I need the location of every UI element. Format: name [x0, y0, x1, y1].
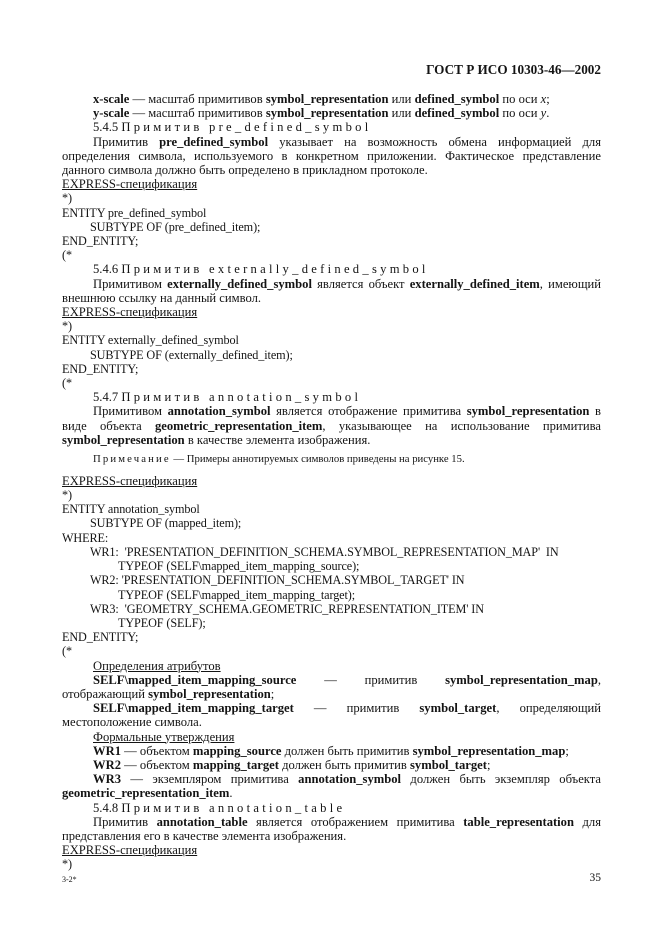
text-run: symbol_representation_map	[412, 743, 566, 758]
express-spec-label	[62, 305, 601, 319]
express-spec-text: EXPRESS-спецификация	[62, 473, 198, 488]
paragraph	[62, 135, 601, 178]
section-number: 5.4.6	[93, 262, 122, 277]
text-run: WR1	[93, 743, 121, 758]
express-spec-text: EXPRESS-спецификация	[62, 305, 198, 320]
note-label: Примечание	[93, 453, 171, 466]
text-run: y	[540, 106, 547, 121]
document-body	[62, 92, 601, 872]
text-run: — объектом	[121, 757, 193, 772]
text-run: symbol_representation	[148, 686, 271, 701]
express-spec-label	[62, 474, 601, 488]
text-run: table_representation	[463, 814, 574, 829]
text-run: geometric_representation_item	[62, 786, 230, 801]
text-run: symbol_representation	[466, 404, 590, 419]
text-run: symbol_representation	[62, 432, 185, 447]
text-run: , определяющий местоположение символа.	[62, 701, 601, 730]
express-spec-label	[62, 843, 601, 857]
text-run: — масштаб примитивов	[129, 106, 266, 121]
section-title: Примитив annotation_table	[121, 800, 346, 815]
text-run: Примитив	[93, 134, 160, 149]
text-run: defined_symbol	[414, 106, 500, 121]
text-run: ;	[270, 686, 275, 701]
express-code-line: *)	[62, 488, 72, 503]
text-run: symbol_representation	[265, 106, 389, 121]
express-code-line: END_ENTITY;	[62, 361, 139, 376]
text-run: — объектом	[121, 743, 193, 758]
express-code-line: TYPEOF (SELF\mapped_item_mapping_target);	[118, 587, 356, 602]
section-number: 5.4.7	[93, 390, 122, 405]
express-code-line: ENTITY annotation_symbol	[62, 502, 200, 517]
document-footer	[62, 872, 601, 884]
section-title: Примитив externally_defined_symbol	[121, 262, 429, 277]
note	[62, 453, 601, 466]
text-run: symbol_representation_map	[445, 672, 598, 687]
express-spec-text: EXPRESS-спецификация	[62, 843, 198, 858]
text-run: geometric_representation_item	[155, 418, 323, 433]
text-run: должен быть примитив	[278, 757, 410, 772]
express-code-line: WHERE:	[62, 530, 109, 545]
express-spec-text: EXPRESS-спецификация	[62, 177, 198, 192]
text-run: symbol_representation	[265, 92, 389, 106]
express-code-line: (*	[62, 248, 72, 263]
text-run: ;	[546, 92, 550, 106]
section-title: Примитив pre_defined_symbol	[121, 120, 372, 135]
text-run: должен быть примитив	[281, 743, 413, 758]
text-run: Примитивом	[93, 276, 168, 291]
text-run: .	[229, 786, 233, 801]
section-number: 5.4.5	[93, 120, 122, 135]
paragraph	[62, 815, 601, 843]
text-run: является отображение примитива	[270, 404, 467, 419]
note-text: — Примеры аннотируемых символов приведены на рисунке 15.	[170, 453, 465, 466]
text-run: symbol_target	[419, 701, 497, 716]
text-run: mapping_target	[192, 757, 279, 772]
subsection-label	[62, 659, 601, 673]
text-run: pre_defined_symbol	[159, 134, 269, 149]
text-run: является объект	[311, 276, 410, 291]
text-run: mapping_source	[192, 743, 282, 758]
express-code-line: *)	[62, 191, 72, 206]
express-code-line: END_ENTITY;	[62, 234, 139, 249]
express-code-line: (*	[62, 644, 72, 659]
text-run: defined_symbol	[414, 92, 500, 106]
text-run: в виде объекта	[62, 404, 601, 433]
paragraph	[62, 673, 601, 701]
paragraph	[62, 277, 601, 305]
text-run: , указывающее на использование примитива	[322, 418, 601, 433]
express-code-line: WR3: 'GEOMETRY_SCHEMA.GEOMETRIC_REPRESENTATION_ITEM' IN	[90, 601, 484, 616]
text-run: для представления его в качестве элемента изображения.	[62, 814, 602, 843]
express-code-line: TYPEOF (SELF);	[118, 615, 206, 630]
express-code-line: *)	[62, 857, 72, 872]
text-run: WR2	[93, 757, 121, 772]
text-run: .	[546, 106, 550, 121]
text-run: — экземпляром примитива	[121, 772, 299, 787]
text-run: symbol_target	[410, 757, 487, 772]
text-run: , отображающий	[62, 672, 601, 701]
text-run: — примитив	[296, 672, 446, 687]
express-code-line: ENTITY externally_defined_symbol	[62, 333, 239, 348]
text-run: или	[388, 92, 415, 106]
paragraph	[62, 404, 601, 447]
paragraph	[62, 758, 601, 772]
text-run: является отображением примитива	[247, 814, 464, 829]
text-run: SELF\mapped_item_mapping_source	[93, 672, 297, 687]
paragraph	[62, 772, 601, 800]
express-spec-label	[62, 177, 601, 191]
express-code-line: END_ENTITY;	[62, 630, 139, 645]
text-run: WR3	[93, 772, 121, 787]
text-run: , имеющий внешнюю ссылку на данный символ.	[62, 276, 601, 305]
text-run: y-scale	[93, 106, 130, 121]
express-code-line: (*	[62, 376, 72, 391]
text-run: — примитив	[293, 701, 420, 716]
subsection-label-text: Определения атрибутов	[93, 658, 221, 673]
express-code-line: ENTITY pre_defined_symbol	[62, 205, 207, 220]
express-code-line: *)	[62, 319, 72, 334]
express-code-line: SUBTYPE OF (externally_defined_item);	[90, 347, 293, 362]
text-run: x	[540, 92, 547, 106]
text-run: annotation_symbol	[167, 404, 271, 419]
text-run: x-scale	[93, 92, 130, 106]
text-run: должен быть экземпляр объекта	[401, 772, 601, 787]
text-run: по оси	[499, 92, 541, 106]
subsection-label-text: Формальные утверждения	[93, 729, 235, 744]
sheet-signature: 3-2*	[62, 874, 77, 884]
text-run: указывает на возможность обмена информацией для определения символа, используемого в конкретном приложении. Фактическое представление данного символа должно быть определено в прикладном протоколе.	[62, 134, 601, 178]
text-run: ;	[486, 757, 491, 772]
standard-designation: ГОСТ Р ИСО 10303-46—2002	[426, 62, 601, 77]
text-run: ;	[565, 743, 569, 758]
text-run: по оси	[499, 106, 541, 121]
document-header	[62, 62, 601, 77]
paragraph	[62, 744, 601, 758]
express-code-line: WR2: 'PRESENTATION_DEFINITION_SCHEMA.SYMBOL_TARGET' IN	[90, 573, 465, 588]
section-title: Примитив annotation_symbol	[121, 390, 362, 405]
text-run: в качестве элемента изображения.	[184, 432, 371, 447]
express-code-line: SUBTYPE OF (pre_defined_item);	[90, 219, 261, 234]
express-code-line: TYPEOF (SELF\mapped_item_mapping_source);	[118, 559, 360, 574]
text-run: annotation_symbol	[298, 772, 402, 787]
text-run: Примитивом	[93, 404, 168, 419]
text-run: Примитив	[93, 814, 157, 829]
express-code-line: WR1: 'PRESENTATION_DEFINITION_SCHEMA.SYMBOL_REPRESENTATION_MAP' IN	[90, 544, 559, 559]
section-heading	[62, 120, 601, 134]
section-heading	[62, 262, 601, 276]
subsection-label	[62, 730, 601, 744]
text-run: annotation_table	[156, 814, 248, 829]
text-run: externally_defined_symbol	[167, 276, 312, 291]
text-run: externally_defined_item	[409, 276, 540, 291]
page-number: 35	[589, 871, 601, 884]
text-run: SELF\mapped_item_mapping_target	[93, 701, 294, 716]
section-heading	[62, 390, 601, 404]
paragraph	[62, 701, 601, 729]
text-run: — масштаб примитивов	[129, 92, 266, 106]
section-number: 5.4.8	[93, 800, 122, 815]
section-heading	[62, 801, 601, 815]
paragraph	[62, 106, 601, 120]
paragraph	[62, 92, 601, 106]
text-run: или	[388, 106, 415, 121]
express-code-line: SUBTYPE OF (mapped_item);	[90, 516, 242, 531]
